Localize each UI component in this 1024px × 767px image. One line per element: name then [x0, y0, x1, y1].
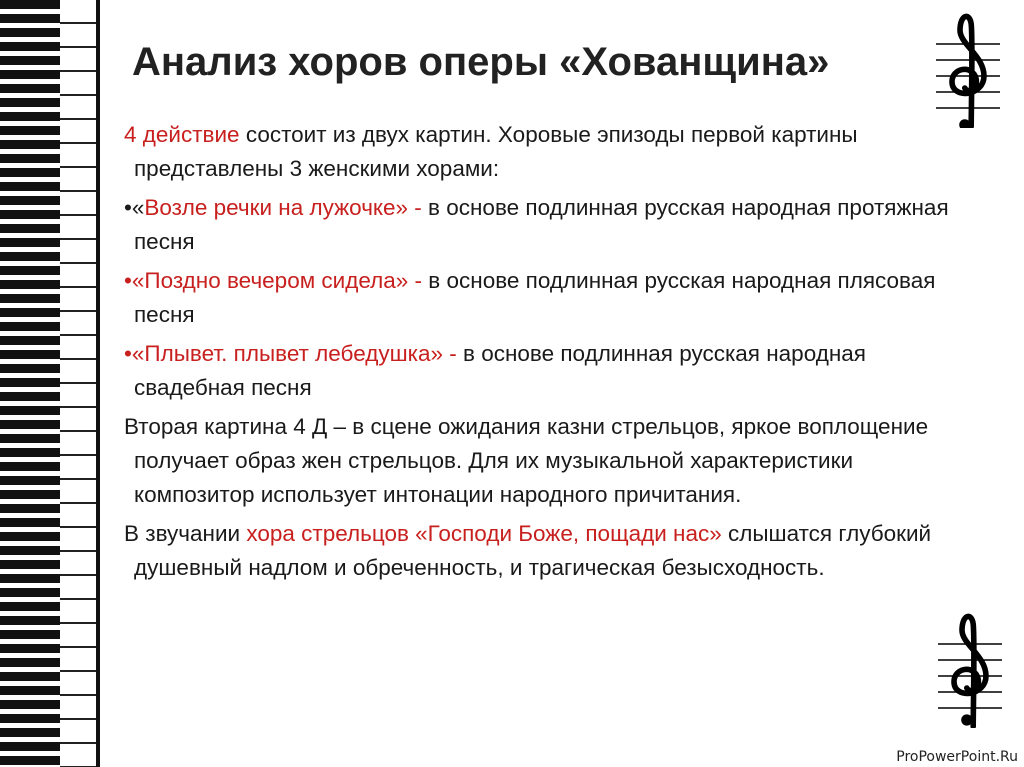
treble-clef-icon [930, 608, 1010, 728]
piano-keyboard-decoration [0, 0, 100, 767]
intro-text: состоит из двух картин. Хоровые эпизоды первой картины представлены 3 женскими хорами: [134, 122, 858, 181]
second-picture-paragraph: Вторая картина 4 Д – в сцене ожидания казни стрельцов, яркое воплощение получает образ жен стрельцов. Для их музыкальной характеристики композитор использует интонации народного причитания. [124, 414, 929, 507]
choir-name: «Плывет. плывет лебедушка» - [131, 341, 463, 366]
open-quote: « [131, 195, 145, 220]
choir-item [124, 191, 954, 259]
choir-description: в основе подлинная русская народная свадебная песня [134, 341, 866, 400]
final-paragraph [124, 517, 954, 585]
choir-item [124, 264, 954, 332]
intro-paragraph [124, 118, 954, 186]
choir-name: Возле речки на лужочке» - [144, 195, 429, 220]
act-label: 4 действие [124, 122, 240, 147]
final-text-start: В звучании [124, 521, 247, 546]
choir-description: в основе подлинная русская народная плясовая песня [134, 268, 936, 327]
choir-name: «Поздно вечером сидела» - [131, 268, 429, 293]
slide-title: Анализ хоров оперы «Хованщина» [132, 40, 830, 84]
bullet: • [124, 341, 132, 366]
final-text-end: слышатся глубокий душевный надлом и обреченность, и трагическая безысходность. [134, 521, 932, 580]
choir-description: в основе подлинная русская народная протяжная песня [134, 195, 949, 254]
choir-item [124, 337, 954, 405]
treble-clef-icon [928, 8, 1008, 128]
footer-watermark: ProPowerPoint.Ru [896, 749, 1018, 765]
bullet: • [124, 268, 132, 293]
streltsy-choir-name: хора стрельцов «Господи Боже, пощади нас» [246, 521, 722, 546]
bullet: • [124, 195, 132, 220]
piano-white-keys [60, 0, 96, 767]
slide-body [124, 118, 954, 590]
